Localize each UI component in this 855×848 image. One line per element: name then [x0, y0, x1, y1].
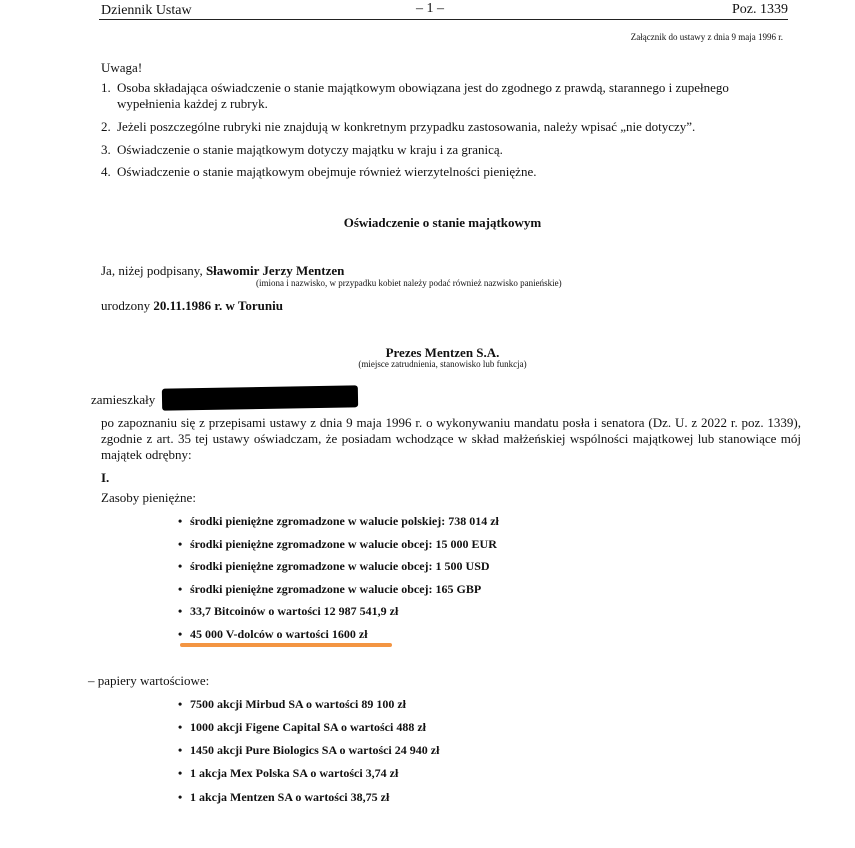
bullet-icon: •: [178, 514, 183, 528]
statement-paragraph: po zapoznaniu się z przepisami ustawy z dnia 9 maja 1996 r. o wykonywaniu mandatu posła i senatora (Dz. U. z 2022 r. poz. 1339), zgodnie z art. 35 tej ustawy oświadczam, że posiadam wchodzące w skład małżeńskiej wspólności majątkowej lub stanowiące mój majątek odrębny:: [101, 415, 801, 462]
bullet-icon: •: [178, 582, 183, 596]
birth-value: 20.11.1986 r. w Toruniu: [153, 298, 283, 313]
residence-redaction: [162, 385, 358, 410]
list-item: [178, 559, 490, 574]
instruction-item: [101, 80, 729, 112]
securities-item-text: 1 akcja Mex Polska SA o wartości 3,74 zł: [190, 766, 399, 780]
bullet-icon: •: [178, 697, 183, 711]
cash-item-text: środki pieniężne zgromadzone w walucie obcej: 15 000 EUR: [190, 537, 497, 551]
cash-resources-label: Zasoby pieniężne:: [101, 490, 196, 505]
bullet-icon: •: [178, 537, 183, 551]
list-item: [178, 627, 368, 642]
residence-label: zamieszkały: [91, 392, 156, 407]
list-item: [178, 790, 389, 805]
bullet-icon: •: [178, 559, 183, 573]
cash-item-text: środki pieniężne zgromadzone w walucie obcej: 1 500 USD: [190, 559, 490, 573]
bullet-icon: •: [178, 790, 183, 804]
employment-position: Prezes Mentzen S.A.: [385, 345, 500, 360]
cash-item-text: środki pieniężne zgromadzone w walucie obcej: 165 GBP: [190, 582, 482, 596]
journal-title: Dziennik Ustaw: [101, 3, 192, 18]
name-caption: (imiona i nazwisko, w przypadku kobiet należy podać również nazwisko panieńskie): [256, 278, 562, 288]
cash-item-text: 33,7 Bitcoinów o wartości 12 987 541,9 zł: [190, 604, 399, 618]
birth-prefix: urodzony: [101, 298, 154, 313]
list-item: [178, 743, 439, 758]
instruction-number: 2.: [101, 119, 111, 134]
declarant-name: Sławomir Jerzy Mentzen: [205, 263, 345, 278]
bullet-icon: •: [178, 604, 183, 618]
list-item: [178, 697, 406, 712]
instruction-item: [101, 119, 695, 135]
declarant-prefix: Ja, niżej podpisany,: [101, 263, 206, 278]
birth-line: [101, 298, 283, 314]
section-number: I.: [101, 470, 110, 485]
instruction-number: 4.: [101, 164, 111, 179]
instruction-item: [101, 164, 536, 180]
cash-item-text: środki pieniężne zgromadzone w walucie polskiej: 738 014 zł: [190, 514, 499, 528]
instructions-title: Uwaga!: [101, 60, 143, 75]
list-item: [178, 514, 499, 529]
bullet-icon: •: [178, 720, 183, 734]
position-number: Poz. 1339: [732, 2, 788, 17]
declarant-line: [101, 263, 344, 279]
securities-item-text: 1000 akcji Figene Capital SA o wartości 488 zł: [190, 720, 426, 734]
securities-item-text: 1450 akcji Pure Biologics SA o wartości 24 940 zł: [190, 743, 440, 757]
instruction-number: 3.: [101, 142, 111, 157]
list-item: [178, 720, 426, 735]
list-item: [178, 582, 481, 597]
list-item: [178, 766, 398, 781]
annex-note: Załącznik do ustawy z dnia 9 maja 1996 r.: [630, 32, 783, 42]
bullet-icon: •: [178, 627, 183, 641]
bullet-icon: •: [178, 766, 183, 780]
instruction-text: Jeżeli poszczególne rubryki nie znajdują w konkretnym przypadku zastosowania, należy wpisać „nie dotyczy”.: [117, 119, 696, 134]
list-item: [178, 604, 398, 619]
highlight-underline: [180, 643, 392, 647]
instruction-number: 1.: [101, 80, 111, 95]
form-title: Oświadczenie o stanie majątkowym: [343, 215, 542, 230]
position-caption: (miejsce zatrudnienia, stanowisko lub funkcja): [358, 359, 527, 369]
instruction-item: [101, 142, 503, 158]
instruction-text-continued: wypełnienia każdej z rubryk.: [117, 96, 268, 111]
instruction-text: Osoba składająca oświadczenie o stanie majątkowym obowiązana jest do zgodnego z prawdą, starannego i zupełnego: [117, 80, 729, 95]
securities-item-text: 7500 akcji Mirbud SA o wartości 89 100 zł: [190, 697, 406, 711]
bullet-icon: •: [178, 743, 183, 757]
cash-item-text: 45 000 V-dolców o wartości 1600 zł: [190, 627, 368, 641]
page-marker: – 1 –: [416, 1, 444, 16]
securities-item-text: 1 akcja Mentzen SA o wartości 38,75 zł: [190, 790, 390, 804]
securities-label: – papiery wartościowe:: [88, 673, 210, 688]
list-item: [178, 537, 497, 552]
header-divider: [99, 19, 788, 20]
instruction-text: Oświadczenie o stanie majątkowym dotyczy majątku w kraju i za granicą.: [117, 142, 503, 157]
instruction-text: Oświadczenie o stanie majątkowym obejmuje również wierzytelności pieniężne.: [117, 164, 537, 179]
